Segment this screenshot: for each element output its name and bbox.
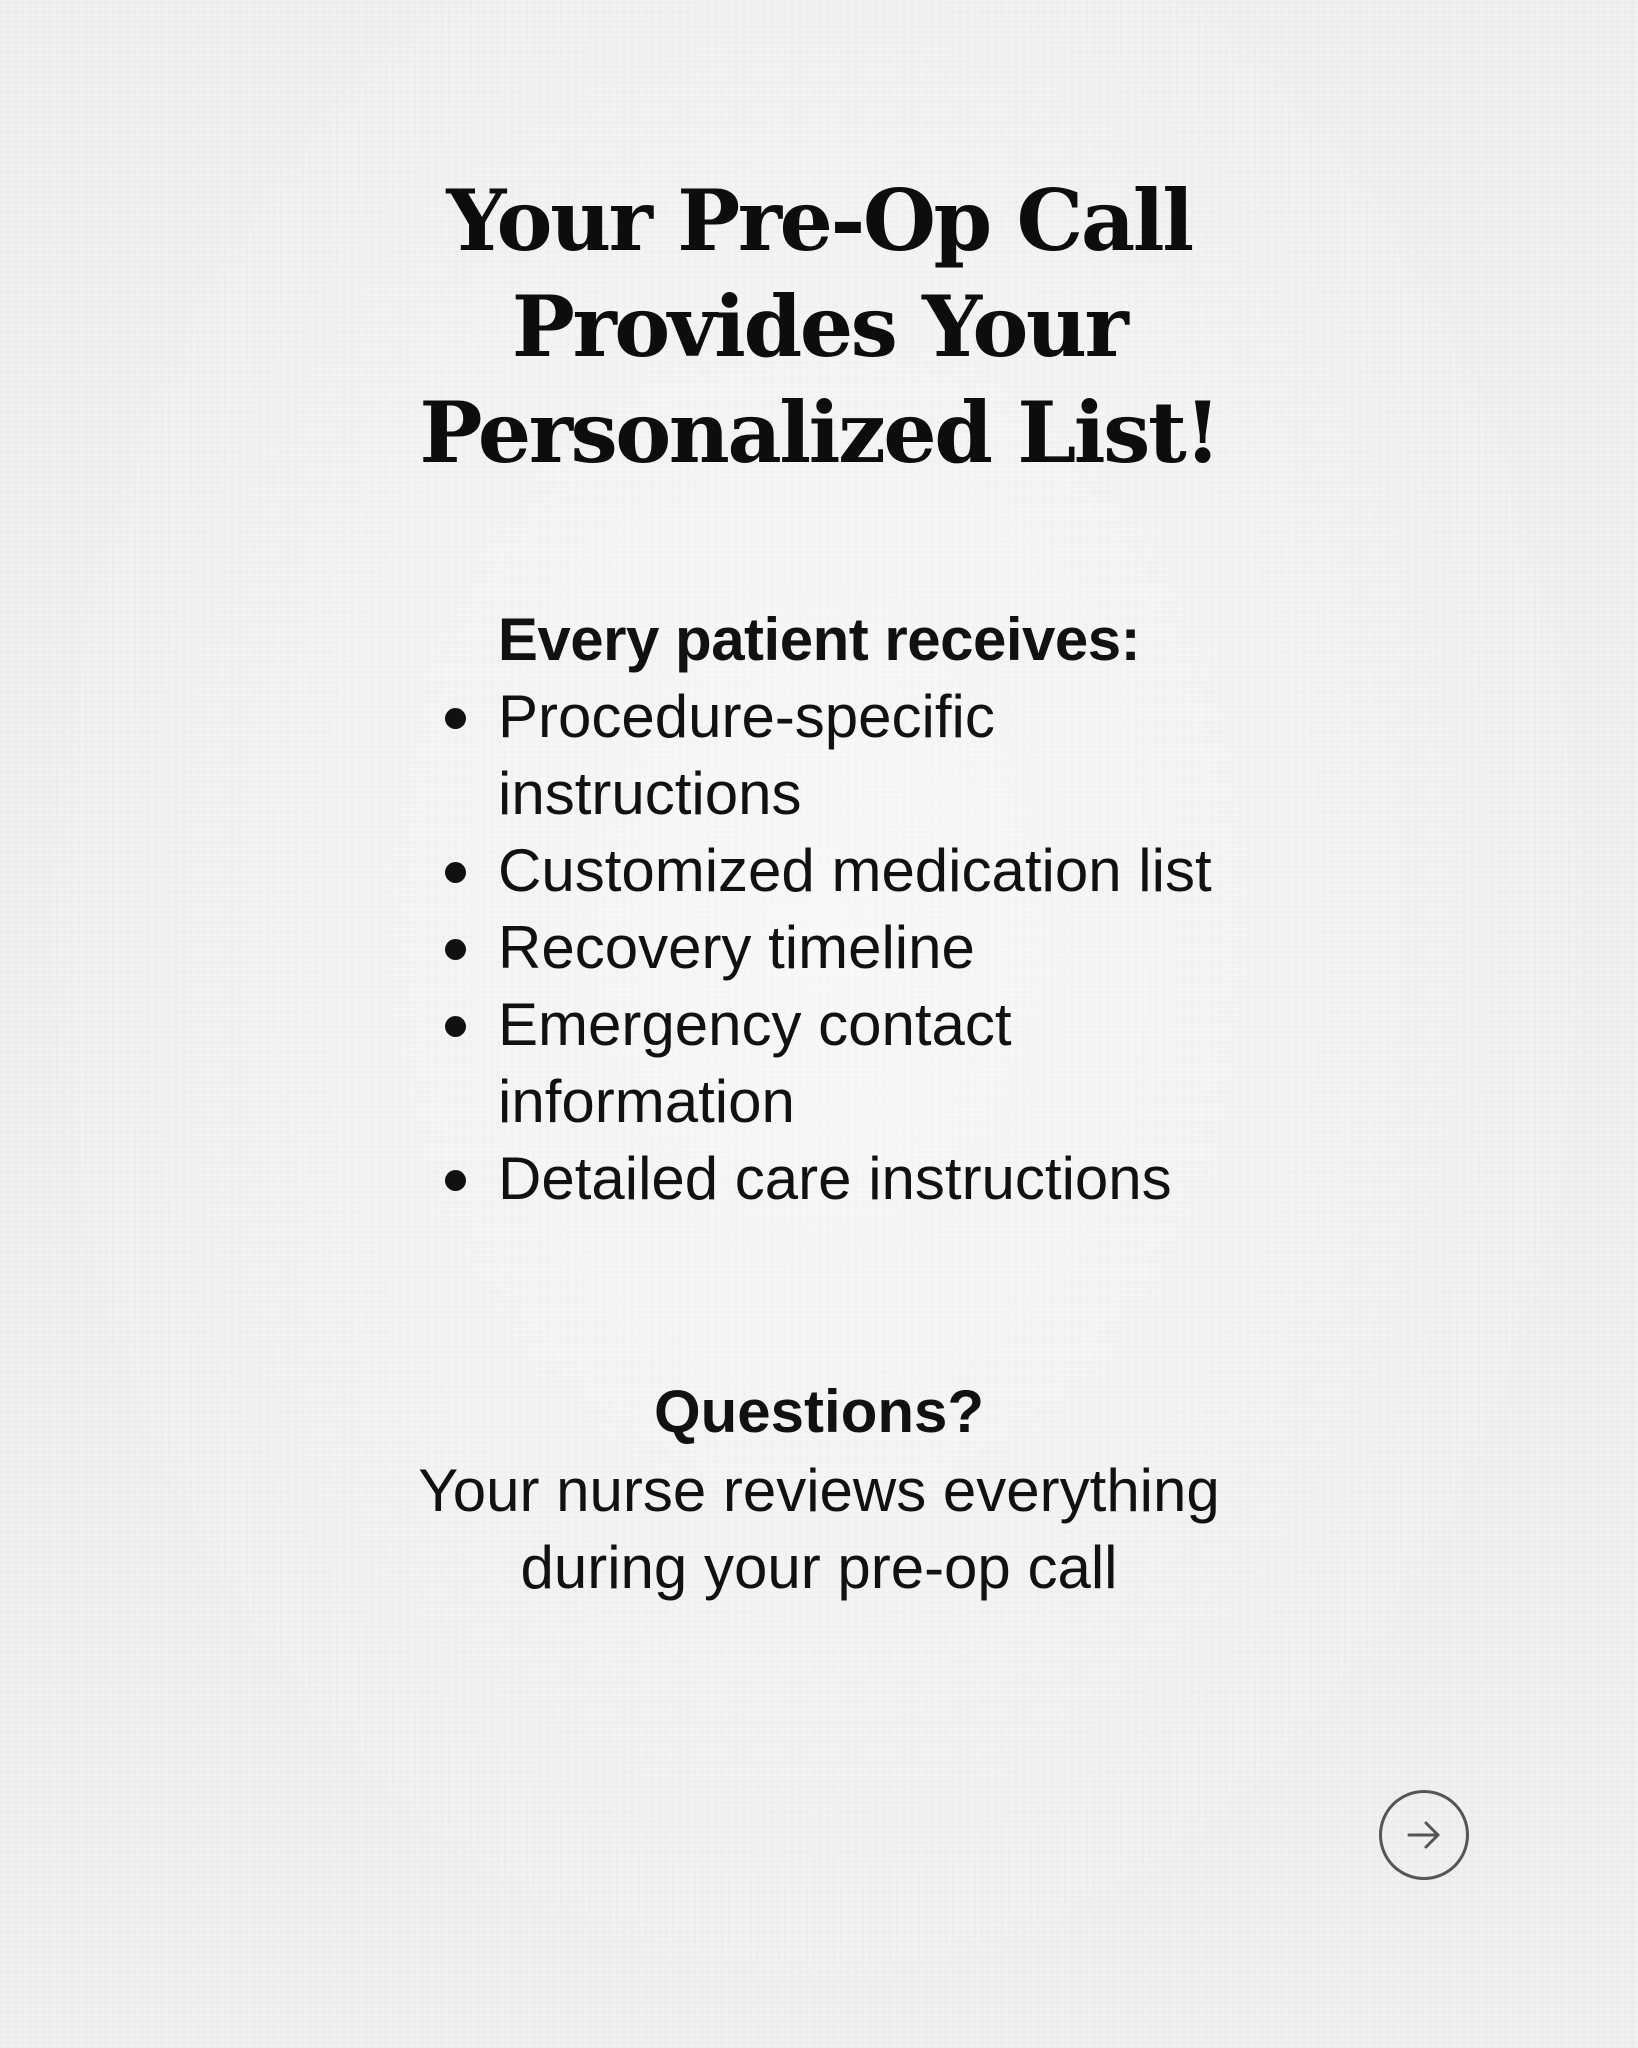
list-item: Customized medication list — [440, 832, 1280, 909]
list-item: Procedure-specific instructions — [440, 678, 1280, 832]
receives-heading: Every patient receives: — [497, 606, 1141, 673]
arrow-right-icon — [1400, 1811, 1448, 1859]
next-button[interactable] — [1379, 1790, 1469, 1880]
title-line: Personalized List! — [419, 383, 1219, 482]
title-line: Provides Your — [511, 277, 1127, 376]
list-item: Detailed care instructions — [440, 1140, 1280, 1217]
questions-body: Your nurse reviews everything during your pre-op call — [418, 1457, 1220, 1601]
title-line: Your Pre-Op Call — [446, 171, 1192, 270]
list-item: Recovery timeline — [440, 909, 1280, 986]
benefits-list — [440, 678, 1280, 1217]
page-title — [0, 168, 1638, 486]
questions-heading: Questions? — [653, 1378, 985, 1445]
list-item: Emergency contact information — [440, 986, 1280, 1140]
